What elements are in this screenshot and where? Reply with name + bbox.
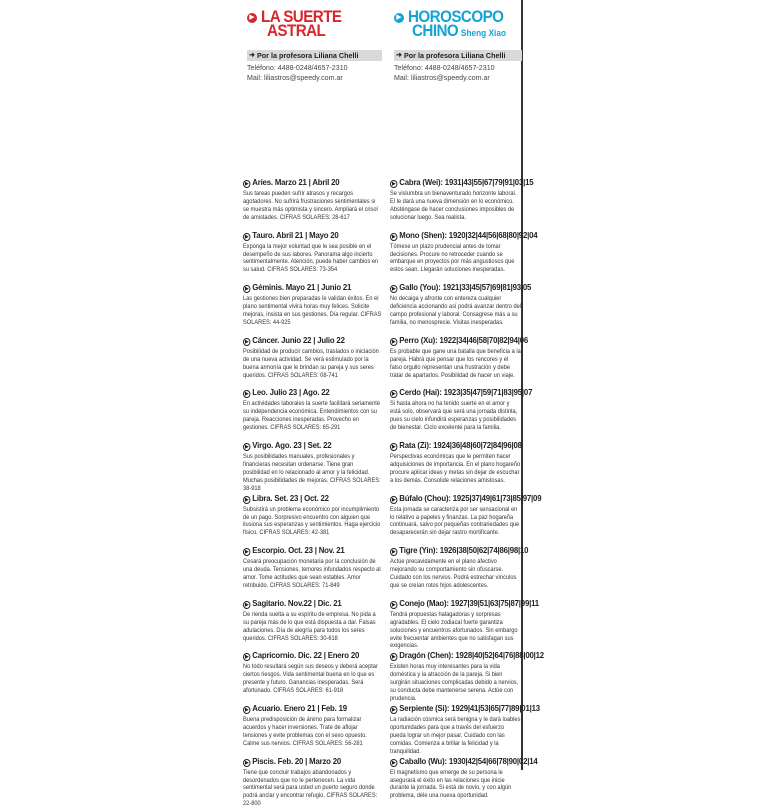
sign-heading <box>390 545 529 556</box>
arrow-circle-icon: ▶ <box>390 180 397 188</box>
sign-forecast: Esta jornada se caracteriza por ser sensacional en lo relativo a papeles y finanzas. La paz hogareña continuará, salvo por pequeñas contrariedades que desaparecerán sin dejar rastro mortificante. <box>390 505 520 537</box>
sign-forecast: Existen horas muy interesantes para la vida doméstica y la atracción de la pareja. Si bien surgirán situaciones complicadas debido a nervios, su conducta debe mantenerse serena. Actúe con prudencia. <box>390 663 519 703</box>
chinese-entry <box>390 229 538 275</box>
sign-forecast: Si hasta ahora no ha tenido suerte en el amor y está solo, observará que será una jornada distinta, pues su cielo infundirá esperanzas y posibilidades de bienestar. Ciclo excelente para la familia. <box>390 400 518 432</box>
arrow-circle-icon: ▶ <box>390 338 397 346</box>
sign-heading <box>243 756 372 767</box>
sign-dates: 1925|37|49|61|73|85|97|09 <box>452 492 542 503</box>
sign-heading <box>390 334 529 346</box>
sign-dates: 1920|32|44|56|68|80|92|04 <box>448 229 538 240</box>
sign-heading <box>390 492 542 504</box>
zodiac-entry <box>243 703 382 748</box>
astral-column <box>243 0 382 808</box>
sign-name: Libra. <box>252 492 273 503</box>
sign-name: Conejo (Mao): <box>399 597 449 608</box>
chinese-title-line1: HOROSCOPO <box>408 8 504 26</box>
astral-contact <box>247 63 382 83</box>
sign-name: Géminis. <box>252 282 284 293</box>
sign-heading <box>243 230 372 241</box>
chinese-subtitle: Sheng Xiao <box>460 28 507 38</box>
sign-name: Caballo (Wu): <box>399 755 447 766</box>
arrow-circle-icon: ▶ <box>243 653 250 661</box>
sign-forecast: El magnetismo que emerge de su persona le asegurará el éxito en las relaciones que inicie durante la jornada. Si está de novio, y con algún problema, déle una nueva oportunidad. <box>390 768 512 800</box>
sign-forecast: Exponga la mejor voluntad que le sea posible en el desempeño de sus labores. Panorama algo incierto sentimentalmente. Atención, puede haber cambios en su salud. CIFRAS SOLARES: 73-354 <box>243 242 379 274</box>
arrow-circle-icon: ▶ <box>243 706 250 714</box>
sign-forecast: Posibilidad de producir cambios, traslados o iniciación de una nueva actividad. Se verá estimulado por la buena armonía que le brindan su pareja y sus seres queridos. CIFRAS SOLARES: 08-741 <box>243 347 379 379</box>
sign-dates: 1923|35|47|59|71|83|95|07 <box>443 387 533 398</box>
sign-dates: 1927|39|51|63|75|87|99|11 <box>450 597 539 608</box>
sign-forecast: Subsistirá un problema económico por incumplimiento de un pago. Sorpresivo encuentro con alguien que ilusiona sus esperanzas y sentimientos. Haga ejercicio físico. CIFRAS SOLARES: 42-381 <box>243 505 381 537</box>
sign-dates: 1928|40|52|64|76|88|00|12 <box>455 650 544 661</box>
sign-name: Cabra (Wei): <box>399 177 443 187</box>
sign-name: Mono (Shen): <box>399 229 447 240</box>
sign-name: Acuario. <box>252 703 282 713</box>
sign-heading <box>243 440 372 451</box>
sign-heading <box>243 545 372 556</box>
arrow-circle-icon: ▶ <box>390 390 397 398</box>
zodiac-entry <box>243 282 382 327</box>
sign-name: Leo. <box>252 387 268 398</box>
chinese-byline-text: Por la profesora Liliana Chelli <box>404 51 506 60</box>
sign-heading <box>243 387 372 398</box>
chinese-contact <box>394 63 522 83</box>
astral-mail: Mail: liliastros@speedy.com.ar <box>247 74 343 82</box>
zodiac-entry <box>243 598 382 643</box>
sign-forecast: No todo resultará según sus deseos y deberá aceptar ciertos riesgos. Vida sentimental buena en lo que es presente y futuro. Ganancias inesperadas. Será afortunado. CIFRAS SOLARES: 61-918 <box>243 663 378 695</box>
sign-dates: Dic. 22 | Enero 20 <box>297 650 360 661</box>
chinese-entry <box>390 650 544 703</box>
zodiac-entry <box>243 756 382 808</box>
zodiac-entry <box>243 177 382 222</box>
sign-heading <box>243 650 372 661</box>
sign-name: Dragón (Chen): <box>399 650 454 661</box>
arrow-circle-icon: ▶ <box>243 443 250 451</box>
sign-forecast: Las gestiones bien preparadas le validan éxitos. En el plano sentimental vivirá horas muy felices. Solicite mejoras, insista en sus gestiones. Día regular. CIFRAS SOLARES: 44-925 <box>243 295 382 326</box>
chinese-header <box>390 8 522 48</box>
sign-name: Tigre (Yin): <box>399 545 438 556</box>
sign-heading <box>243 282 372 293</box>
chinese-entry <box>390 545 529 590</box>
chinese-entry <box>390 492 542 538</box>
sign-name: Capricornio. <box>252 650 296 661</box>
arrow-circle-icon: ▶ <box>390 285 397 293</box>
arrow-circle-icon: ▶ <box>390 601 397 609</box>
sign-forecast: De rienda suelta a su espíritu de empresa. No pida a su pareja más de lo que está dispuesta a dar. Falsas adulaciones. Día de alegría para todos los seres queridos. CIFRAS SOLARES: 30-618 <box>243 610 376 642</box>
arrow-circle-icon: ▶ <box>243 390 250 398</box>
astral-title-line1: LA SUERTE <box>261 8 342 26</box>
chinese-entry <box>390 387 533 432</box>
arrow-right-icon: ➜ <box>249 52 255 59</box>
sign-dates: 1930|42|54|66|78|90|02|14 <box>448 755 538 766</box>
sign-forecast: Cesará preocupación monetaria por la conclusión de una deuda. Tensiones, temores infundados respecto al amor. Tome actitudes que sean estables. Amor retribuido. CIFRAS SOLARES: 71-849 <box>243 558 381 589</box>
arrow-bullet-icon: ▶ <box>394 13 404 23</box>
sign-heading <box>390 597 539 609</box>
sign-dates: 1921|33|45|57|69|81|93|05 <box>442 282 532 293</box>
sign-dates: Nov.22 | Dic. 21 <box>287 597 342 608</box>
sign-forecast: Actúe precavidamente en el plano afectivo mejorando su comportamiento sin ofuscarse. Cuidado con los nervios. Podrá estrechar vínculos que se creían rotos hijos adolescentes. <box>390 558 517 589</box>
chinese-entry <box>390 597 539 651</box>
sign-name: Escorpio. <box>252 545 287 556</box>
chinese-phone: Teléfono: 4488-0248/4657-2310 <box>394 64 495 72</box>
zodiac-entry <box>243 440 382 493</box>
sign-heading <box>390 387 533 398</box>
astral-title-line2: ASTRAL <box>267 22 326 40</box>
sign-heading <box>390 440 522 451</box>
arrow-circle-icon: ▶ <box>243 496 250 504</box>
arrow-circle-icon: ▶ <box>390 443 397 451</box>
sign-dates: 1922|34|46|58|70|82|94|06 <box>439 334 529 345</box>
sign-dates: Set. 23 | Oct. 22 <box>274 492 329 503</box>
astral-phone: Teléfono: 4488-0248/4657-2310 <box>247 64 348 72</box>
sign-name: Serpiente (Si): <box>399 703 450 713</box>
zodiac-entry <box>243 545 382 590</box>
sign-name: Rata (Zi): <box>399 440 432 450</box>
arrow-circle-icon: ▶ <box>243 233 250 241</box>
sign-dates: 1924|36|48|60|72|84|96|08 <box>433 440 522 450</box>
chinese-title-word: CHINO <box>412 22 459 40</box>
sign-dates: Enero 21 | Feb. 19 <box>283 703 347 713</box>
sign-forecast: En actividades laborales la suerte facilitará seriamente su independencia económica. Entendimientos con su pareja. Reacciones inesperadas. Provecho en gestiones. CIFRAS SOLARES: 65-291 <box>243 400 381 432</box>
zodiac-entry <box>243 493 382 538</box>
arrow-circle-icon: ▶ <box>243 759 250 767</box>
arrow-circle-icon: ▶ <box>390 496 397 504</box>
astral-header <box>243 8 382 48</box>
sign-name: Tauro. <box>252 229 275 240</box>
sign-dates: Oct. 23 | Nov. 21 <box>288 545 345 556</box>
chinese-entry <box>390 440 522 485</box>
sign-forecast: La radiación cósmica será benigna y le dará loables oportunidades para que a través del esfuerzo pueda lograr un mejor pasar. Cuidado con las comidas. Comienza a brillar la felicidad y la tranquilidad. <box>390 716 521 755</box>
sign-name: Gallo (You): <box>399 282 441 293</box>
sign-forecast: No decaiga y afronte con entereza cualquier deficiencia accionando así podrá avanzar dentro del campo profesional y laboral. Consagrese más a su familia, no menosprecie. Visitas inesperadas. <box>390 295 522 326</box>
chinese-entry <box>390 334 529 380</box>
sign-dates: Ago. 23 | Set. 22 <box>274 440 332 450</box>
arrow-circle-icon: ▶ <box>390 233 397 241</box>
sign-heading <box>243 493 372 504</box>
arrow-circle-icon: ▶ <box>243 180 250 188</box>
arrow-circle-icon: ▶ <box>390 548 397 556</box>
sign-heading <box>390 703 540 714</box>
arrow-circle-icon: ▶ <box>390 653 397 661</box>
sign-forecast: Perspectivas económicas que le permiten hacer adquisiciones de importancia. En el plano hogareño procure aplicar ideas y metas sin dejar de escuchar a los demás. Consolide relaciones amistosas. <box>390 453 521 484</box>
arrow-circle-icon: ▶ <box>243 285 250 293</box>
sign-dates: Abril 21 | Mayo 20 <box>276 229 339 240</box>
sign-name: Virgo. <box>252 440 274 450</box>
astral-byline-text: Por la profesora Liliana Chelli <box>257 51 359 60</box>
sign-forecast: Sus posibilidades manuales, profesionales y financieras necesitan ordenarse. Tiene gran posibilidad en lo relacionado al amor y la felicidad. Muchas posibilidades de mejoras. CIFRAS SOLARES: 38-918 <box>243 453 381 492</box>
sign-dates: 1926|38|50|62|74|86|98|10 <box>439 545 529 556</box>
sign-forecast: Tendrá propuestas halagadoras y sorpresas agradables. El cielo zodiacal fuerte garantiza soluciones y encuentros afortunados. Sin embargo evite frecuentar ambientes que no satisfagan sus exigencias. <box>390 610 518 650</box>
arrow-circle-icon: ▶ <box>390 759 397 767</box>
sign-forecast: Sus tareas pueden sufrir atrasos y recargos agotadores. No sufrirá frustraciones sentimentales si se muestra más optimista y sincero. Ampliará el crisol de amistades. CIFRAS SOLARES: 28-617 <box>243 190 378 221</box>
sign-heading <box>390 650 544 661</box>
zodiac-entry <box>243 230 382 275</box>
chinese-title-line2 <box>412 24 506 41</box>
zodiac-entry <box>243 650 382 695</box>
sign-forecast: Tiene que concluir trabajos abandonados y desordenados que no le pertenecen. La vida sentimental será para usted un puerto seguro donde podrá anclar y encontrar refugio. CIFRAS SOLARES: 22-800 <box>243 768 378 808</box>
arrow-circle-icon: ▶ <box>243 338 250 346</box>
sign-dates: Marzo 21 | Abril 20 <box>274 177 340 187</box>
chinese-mail: Mail: liliastros@speedy.com.ar <box>394 74 490 82</box>
sign-name: Cáncer. <box>252 334 280 345</box>
astral-byline <box>247 50 382 61</box>
sign-dates: Feb. 20 | Marzo 20 <box>277 755 342 766</box>
sign-heading <box>243 177 372 188</box>
sign-name: Búfalo (Chou): <box>399 492 451 503</box>
arrow-circle-icon: ▶ <box>390 706 397 714</box>
chinese-entry <box>390 755 538 801</box>
sign-name: Piscis. <box>252 755 276 766</box>
sign-dates: 1929|41|53|65|77|89|01|13 <box>451 703 540 713</box>
sign-dates: 1931|43|55|67|79|91|03|15 <box>444 177 534 187</box>
arrow-bullet-icon: ▶ <box>247 13 257 23</box>
sign-forecast: Es probable que gane una batalla que beneficia a la pareja. Habrá que pensar que los rencores y el falso orgullo representan una frustración y debe tratar de apartarlos. Posibilidad de hacer un viaje. <box>390 347 521 379</box>
chinese-column <box>390 0 544 800</box>
sign-heading <box>390 229 538 241</box>
sign-forecast: Buena predisposición de ánimo para formalizar acuerdos y hacer inversiones. Trate de aflojar tensiones y evite problemas con el sexo opuesto. Calme sus nervios. CIFRAS SOLARES: 56-281 <box>243 716 367 747</box>
sign-heading <box>243 335 372 346</box>
sign-dates: Mayo 21 | Junio 21 <box>285 282 352 293</box>
sign-heading <box>243 598 372 609</box>
sign-heading <box>390 282 532 293</box>
chinese-byline <box>394 50 522 61</box>
chinese-entry <box>390 177 534 222</box>
chinese-entry <box>390 282 532 327</box>
sign-name: Sagitario. <box>252 597 286 608</box>
chinese-entry <box>390 703 540 756</box>
sign-forecast: Se vislumbra un bienaventurado horizonte laboral. El le dará una nueva dimensión en lo económico. Absténgase de hacer conclusiones imposibles de solucionar luego. Sea realista. <box>390 190 517 221</box>
arrow-circle-icon: ▶ <box>243 548 250 556</box>
sign-heading <box>390 755 538 767</box>
sign-name: Aries. <box>252 177 273 187</box>
sign-name: Cerdo (Hai): <box>399 387 442 398</box>
zodiac-entry <box>243 335 382 380</box>
sign-dates: Junio 22 | Julio 22 <box>281 334 345 345</box>
sign-heading <box>390 177 534 188</box>
arrow-circle-icon: ▶ <box>243 601 250 609</box>
sign-forecast: Tómese un plazo prudencial antes de tomar decisiones. Procure no retroceder cuando se embarque en proyectos por más angustiosos que estos sean. Llegarán soluciones inesperadas. <box>390 242 515 274</box>
zodiac-entry <box>243 387 382 432</box>
sign-name: Perro (Xu): <box>399 334 438 345</box>
arrow-right-icon: ➜ <box>396 52 402 59</box>
sign-dates: Julio 23 | Ago. 22 <box>269 387 330 398</box>
sign-heading <box>243 703 372 714</box>
